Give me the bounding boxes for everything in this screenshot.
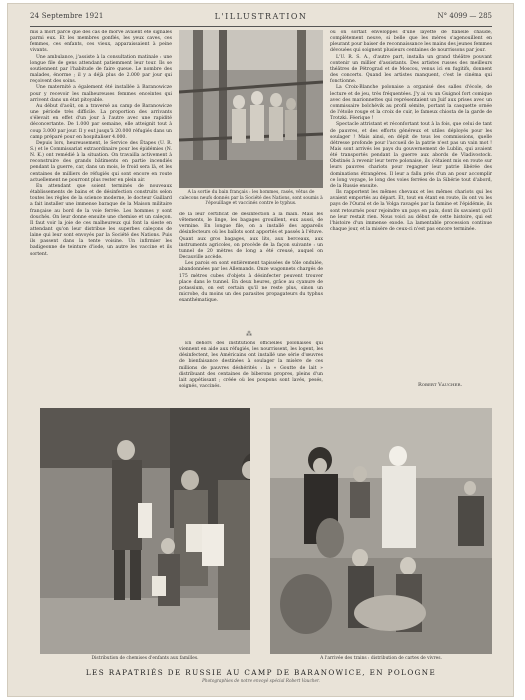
paragraph: Ils rapportent les mêmes chevaux et les mêmes chariots qui les avaient emportés au départ. Et, tout en étant en route, ils ont vu les pays de l'Oural et de la Volga ravagés par la famine et l'épidémie, ils sont retournés pour rejoindre un pays en paix, dont ils savaient qu'il ne leur restait rien. Nous voici au début de cette histoire, qui est l'histoire d'un immense exode. La lamentable procession continue chaque jour, et la misère de ceux-ci n'est pas encore terminée. [330, 190, 492, 232]
paragraph: En attendant que soient terminés de nouveaux établissements de bains et de désinfection construits selon toutes les règles de la science moderne, le docteur Gaillard a fait installer une immense baraque de la Maison militaire française au bord de la voie ferrée. Les hommes y sont douchés. On leur donne ensuite une chemise et un caleçon. Il faut voir la joie de ces malheureux qui font la sieste en attendant qu'on leur distribue les superbes caleçons de laine qui leur sont envoyés par la Société des Nations. Puis ils passent dans la tente voisine. Un infirmier les badigeonne de teinture d'iode, un autre les vaccine et ils sortent. [30, 183, 172, 257]
photo-credit: Photographies de notre envoyé spécial Robert Vaucher. [202, 678, 320, 683]
photo-ration-cards-caption: A l'arrivée des trains : distribution de cartes de vivres. [320, 656, 442, 661]
paragraph: de là leur certificat de désinfection à la main. Mais les vêtements, le linge, les bagages grouillent, eux aussi, de vermine. En longue file, on a installé des appareils désinfecteurs où les ballots sont apportés et passés à l'étuve. Quant aux gros bagages, aux lits, aux berceaux, aux instruments agricoles, on procède de la façon suivante : un tunnel de 20 mètres de long a été creusé, auquel on Decauville accède. [179, 212, 323, 261]
photo-shirt-distribution-caption: Distribution de chemises d'enfants aux familles. [91, 656, 199, 661]
page-header [30, 12, 492, 26]
column-mid-bottom [179, 341, 323, 405]
paragraph: En dehors des institutions officielles polonaises qui viennent en aide aux réfugiés, les nourrissent, les logent, les désinfectent, les Américains ont installé une série d'œuvres de bienfaisance destinées à soulager la misère de ces millions de pauvres déshérités : la « Goutte de lait » distribuant des centaines de biberons propres, pleins d'un lait appétissant ; créée où les poupons sont lavés, pesés, soignés, vaccinés. [179, 341, 323, 390]
section-separator: ⁂ [246, 331, 252, 338]
paragraph: Depuis lors, heureusement, le Service des Étapes (U. R. S.) et le Commissariat extraordinaire pour les épidémies (N. N. K.) ont remédié à la situation. On travailla activement à reconstruire des grands bâtiments en partie incendiés pendant la guerre, car, dans un mois, le froid sera là, et les centaines de milliers de réfugiés qui sont encore en route actuellement ne pourront plus rester en plein air. [30, 140, 172, 183]
column-right [330, 30, 492, 368]
photo-bath-exit [179, 30, 323, 188]
paragraph: Au début d'août, on a traversé au camp de Baranowicze une période très difficile. La proportion des arrivants s'élevait en effet d'un jour à l'autre avec une rapidité déconcertante. De 1.000 par semaine, elle atteignit tout à coup 3.000 par jour. Il y eut jusqu'à 20.000 réfugiés dans un camp préparé pour en hospitaliser 4.000. [30, 103, 172, 140]
photo-bath-exit-image [179, 30, 323, 188]
photo-shirt-distribution [40, 408, 250, 654]
paragraph: Une maternité a également été installée à Baranowicze pour y recevoir les malheureuses femmes enceintes qui arrivent dans un état pitoyable. [30, 85, 172, 103]
article-signature: Robert Vaucher. [418, 382, 463, 388]
paragraph: où on sortait enveloppés d'une layette de flanelle chaude, complètement neuve, si belle que les mères s'agenouillent en pleurant pour baiser de reconnaissance les mains des jeunes femmes dévouées qui soignent plusieurs centaines de nourrissons par jour. [330, 30, 492, 54]
paragraph: mis à mort parce que des cas de morve avaient été signalés parmi eux. Et les membres gonflés, les yeux caves, ces femmes, ces enfants, ces vieux, apparaissaient à peine vivants. [30, 30, 172, 54]
photo-ration-cards-image [270, 408, 492, 654]
photo-bath-exit-caption: A la sortie du bain français : les hommes, rasés, vêtus de calecons neufs donnés par la Société des Nations, sont soumis à l'épouillage et vaccinés contre le typhus. [179, 190, 323, 206]
header-page-number: N° 4099 — 285 [437, 12, 492, 20]
paragraph: L'U. R. S. A., d'autre part, installa un grand théâtre pouvant contenir un millier d'assistants. Des artistes russes des meilleurs théâtres de Pétrograd et de Moscou, venus ici en fugitifs, donnent des concerts. Quand les artistes manquent, c'est le cinéma qui fonctionne. [330, 54, 492, 85]
header-rule [30, 26, 492, 27]
page-title: LES RAPATRIÉS DE RUSSIE AU CAMP DE BARANOWICE, EN POLOGNE [85, 668, 437, 677]
paragraph: Spectacle attristant et réconfortant tout à la fois, que celui de tant de pauvres, et des efforts généreux et utiles déployés pour les soulager ! Mais ainsi, en dépit de tous les commissions, quelle détresse profonde pour l'accueil de la patrie n'est pas un vain mot ! Mais sont arrivés les pays du gouvernement de Lublin, qui avaient été transportés pendant la guerre aux abords de Vladivostock. Obstinés à revenir leur terre polonaise, ils s'étaient mis en route sur leurs pauvres chariots pour regagner leur patrie libérée des dominations étrangères. Il leur a fallu près d'un an pour accomplir ce long voyage, le long des voies ferrées de la Sibérie tout d'abord, de la Russie ensuite. [330, 122, 492, 189]
photo-ration-cards [270, 408, 492, 654]
paragraph: Les parois en sont entièrement tapissées de tôle ondulée, abandonnées par les Allemands. Onze wagonnets chargés de 175 mètres cubes d'objets à désinfecter peuvent trouver place dans le tunnel. En deux heures, grâce au cyanure de potassium, on est certain qu'il ne reste plus, sinon un microbe, du moins un des parasites propagateurs du typhus exanthématique. [179, 261, 323, 304]
header-date: 24 Septembre 1921 [30, 12, 104, 20]
paragraph: La Croix-Blanche polonaise a organisé des salles d'école, de lecture et de jeu, très fréquentées. J'y ai vu un Guignol fort comique avec des marionnettes qui représentaient un Juif aux prises avec un commissaire bolchévik au profil sémite, portant la casquette ornée de l'étoile rouge et la croix de cuir, le fameux chiosta de la garde de Trotzki. Féerique ! [330, 85, 492, 122]
photo-shirt-distribution-image [40, 408, 250, 654]
magazine-page [8, 4, 513, 696]
column-mid [179, 212, 323, 332]
column-left [30, 30, 172, 404]
paragraph: Une ambulance, j'assiste à la consultation matinale : une longue file de gens attendant patiemment leur tour. Ils se soutiennent par l'habitude de faire queue. Le nombre des malades, énorme ; il y a déjà plus de 2.000 par jour qui reçoivent des soins. [30, 54, 172, 85]
header-title: L'ILLUSTRATION [214, 12, 308, 21]
